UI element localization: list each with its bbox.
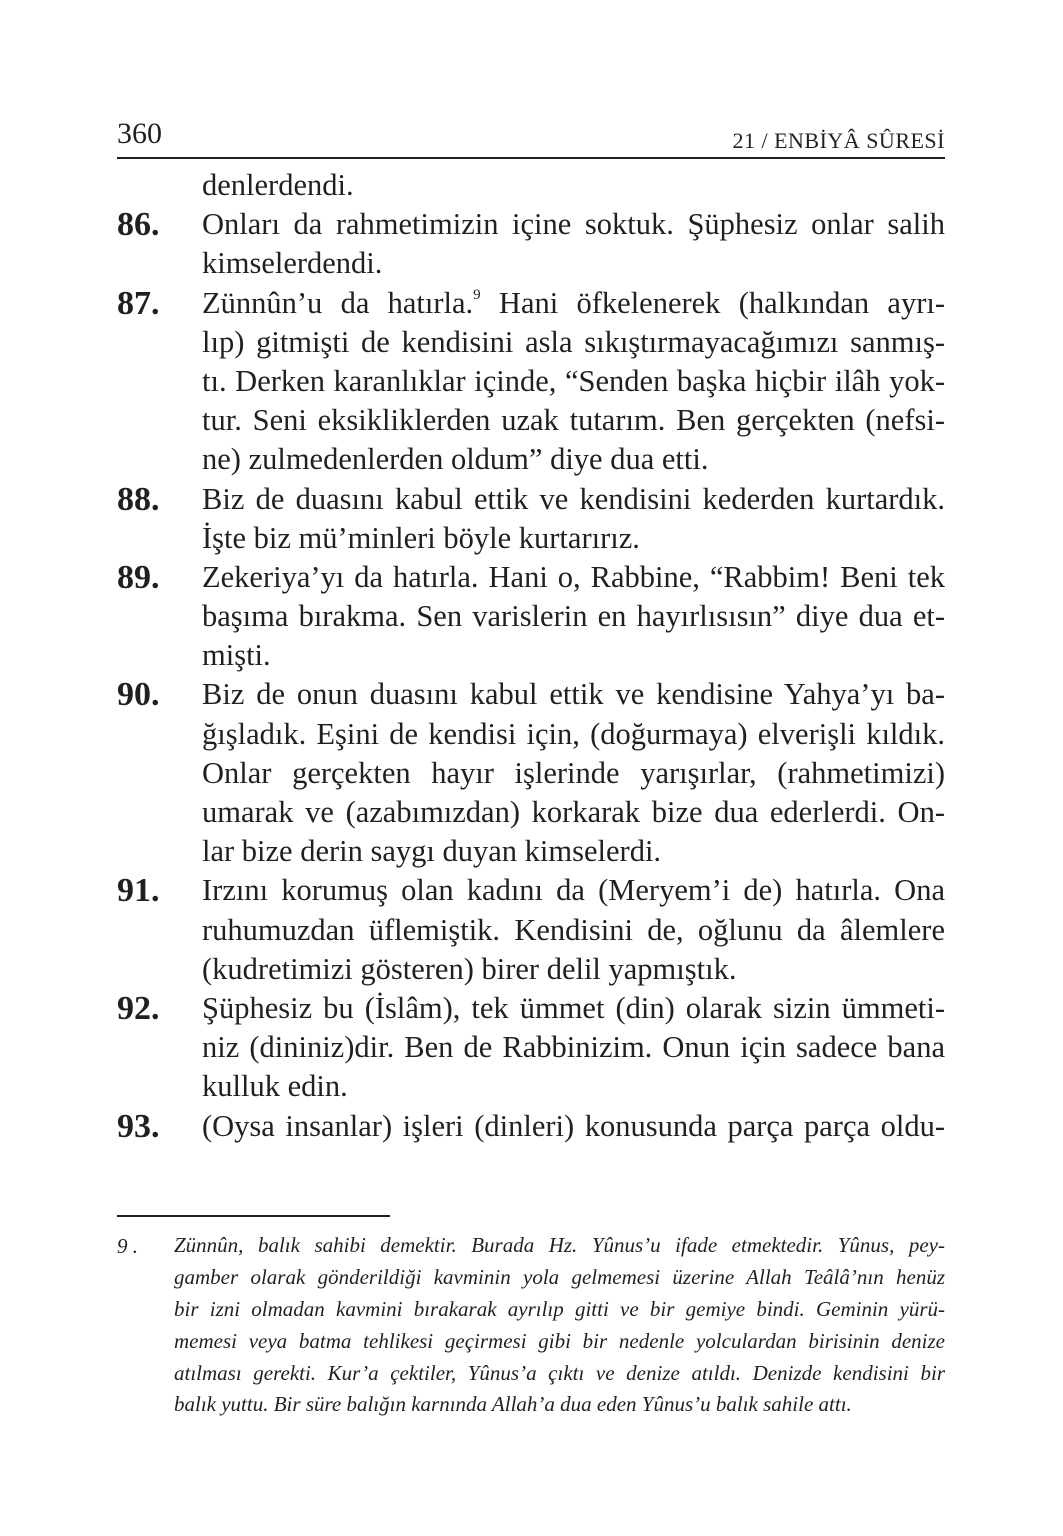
verse-line <box>117 754 945 793</box>
verse-line <box>117 715 945 754</box>
verse-text: başıma bırakma. Sen varislerin en hayırlısısın” diye dua et- <box>202 599 945 634</box>
verse-line <box>117 1028 945 1067</box>
footnote-line <box>117 1389 945 1421</box>
page-number: 360 <box>117 117 162 150</box>
verse-text: niz (dininiz)dir. Ben de Rabbinizim. Onun için sadece bana <box>202 1030 945 1065</box>
verse-line <box>117 519 945 558</box>
verse-text: (kudretimizi gösteren) birer delil yapmıştık. <box>202 951 737 986</box>
verse-line <box>117 284 945 323</box>
verse-line <box>117 440 945 479</box>
footnote-text: Zünnûn, balık sahibi demektir. Burada Hz. Yûnus’u ifade etmektedir. Yûnus, pey- <box>174 1233 945 1257</box>
verse-text: ruhumuzdan üflemiştik. Kendisini de, oğlunu da âlemlere <box>202 912 945 947</box>
verse-text: kimselerdendi. <box>202 246 383 281</box>
verse-number: 87. <box>117 284 160 322</box>
verse-text: Irzını korumuş olan kadını da (Meryem’i de) hatırla. Ona <box>202 873 945 908</box>
footnote-area <box>117 1230 945 1421</box>
verse-line <box>117 1067 945 1106</box>
verse-line <box>117 558 945 597</box>
verse-line <box>117 871 945 910</box>
verse-line <box>117 950 945 989</box>
verse-text: Şüphesiz bu (İslâm), tek ümmet (din) olarak sizin ümmeti- <box>202 990 945 1025</box>
verse-text: tı. Derken karanlıklar içinde, “Senden başka hiçbir ilâh yok- <box>202 363 945 398</box>
verse-text: İşte biz mü’minleri böyle kurtarırız. <box>202 520 640 555</box>
verse-line <box>117 1107 945 1146</box>
header-rule <box>117 157 945 159</box>
verse-number: 91. <box>117 872 160 910</box>
verse-body <box>117 166 945 1146</box>
verse-line <box>117 636 945 675</box>
verse-line <box>117 480 945 519</box>
verse-text: Zekeriya’yı da hatırla. Hani o, Rabbine, “Rabbim! Beni tek <box>202 559 945 594</box>
verse-number: 86. <box>117 206 160 244</box>
verse-text <box>202 284 945 323</box>
verse-number: 89. <box>117 558 160 596</box>
footnote-text: atılması gerekti. Kur’a çektiler, Yûnus’a çıktı ve denize atıldı. Denizde kendisini bir <box>174 1360 945 1385</box>
verse-number: 88. <box>117 480 160 518</box>
verse-line <box>117 675 945 714</box>
footnote-line <box>117 1358 945 1390</box>
verse-text: (Oysa insanlar) işleri (dinleri) konusunda parça parça oldu- <box>202 1108 945 1143</box>
verse-text: kulluk edin. <box>202 1069 348 1104</box>
verse-line <box>117 205 945 244</box>
footnote-reference[interactable]: 9 <box>473 286 481 303</box>
verse-line <box>117 832 945 871</box>
verse-text: denlerdendi. <box>202 168 354 202</box>
verse-text: ğışladık. Eşini de kendisi için, (doğurmaya) elverişli kıldık. <box>202 716 945 751</box>
verse-number: 93. <box>117 1107 160 1145</box>
footnote-number: 9 . <box>117 1234 138 1258</box>
verse-number: 92. <box>117 989 160 1027</box>
footnote-line <box>117 1230 945 1262</box>
verse-line <box>117 597 945 636</box>
verse-line <box>117 401 945 440</box>
verse-text: Onları da rahmetimizin içine soktuk. Şüphesiz onlar salih <box>202 207 945 242</box>
footnote-text: gamber olarak gönderildiği kavminin yola gelmemesi üzerine Allah Teâlâ’nın henüz <box>174 1264 945 1289</box>
footnote-line <box>117 1326 945 1358</box>
verse-text: mişti. <box>202 638 271 673</box>
verse-line <box>117 989 945 1028</box>
footnote-text: bir izni olmadan kavmini bırakarak ayrılıp gitti ve bir gemiye bindi. Geminin yürü- <box>174 1296 945 1321</box>
verse-text: umarak ve (azabımızdan) korkarak bize dua ederlerdi. On- <box>202 795 945 829</box>
running-head: 21 / ENBİYÂ SÛRESİ <box>732 128 945 153</box>
verse-text: Biz de duasını kabul ettik ve kendisini kederden kurtardık. <box>202 481 945 516</box>
verse-text: tur. Seni eksikliklerden uzak tutarım. Ben gerçekten (nefsi- <box>202 403 945 438</box>
verse-line <box>117 362 945 401</box>
verse-line <box>117 244 945 283</box>
verse-text: lıp) gitmişti de kendisini asla sıkıştırmayacağımızı sanmış- <box>202 324 945 359</box>
verse-text-part: Zünnûn’u da hatırla. <box>202 285 474 320</box>
verse-text-part: Hani öfkelenerek (halkından ayrı- <box>480 285 945 320</box>
verse-line <box>117 166 945 205</box>
footnote-line <box>117 1262 945 1294</box>
footnote-text: balık yuttu. Bir süre balığın karnında Allah’a dua eden Yûnus’u balık sahile attı. <box>174 1392 852 1417</box>
verse-line <box>117 793 945 832</box>
verse-line <box>117 323 945 362</box>
verse-text: Biz de onun duasını kabul ettik ve kendisine Yahya’yı ba- <box>202 677 945 712</box>
footnote-rule <box>117 1215 390 1217</box>
verse-text: Onlar gerçekten hayır işlerinde yarışırlar, (rahmetimizi) <box>202 755 945 790</box>
verse-text: ne) zulmedenlerden oldum” diye dua etti. <box>202 442 709 477</box>
verse-line <box>117 911 945 950</box>
footnote-text: memesi veya batma tehlikesi geçirmesi gibi bir nedenle yolculardan birisinin denize <box>174 1328 945 1353</box>
verse-number: 90. <box>117 676 160 714</box>
verse-text: lar bize derin saygı duyan kimselerdi. <box>202 834 662 869</box>
footnote-line <box>117 1294 945 1326</box>
